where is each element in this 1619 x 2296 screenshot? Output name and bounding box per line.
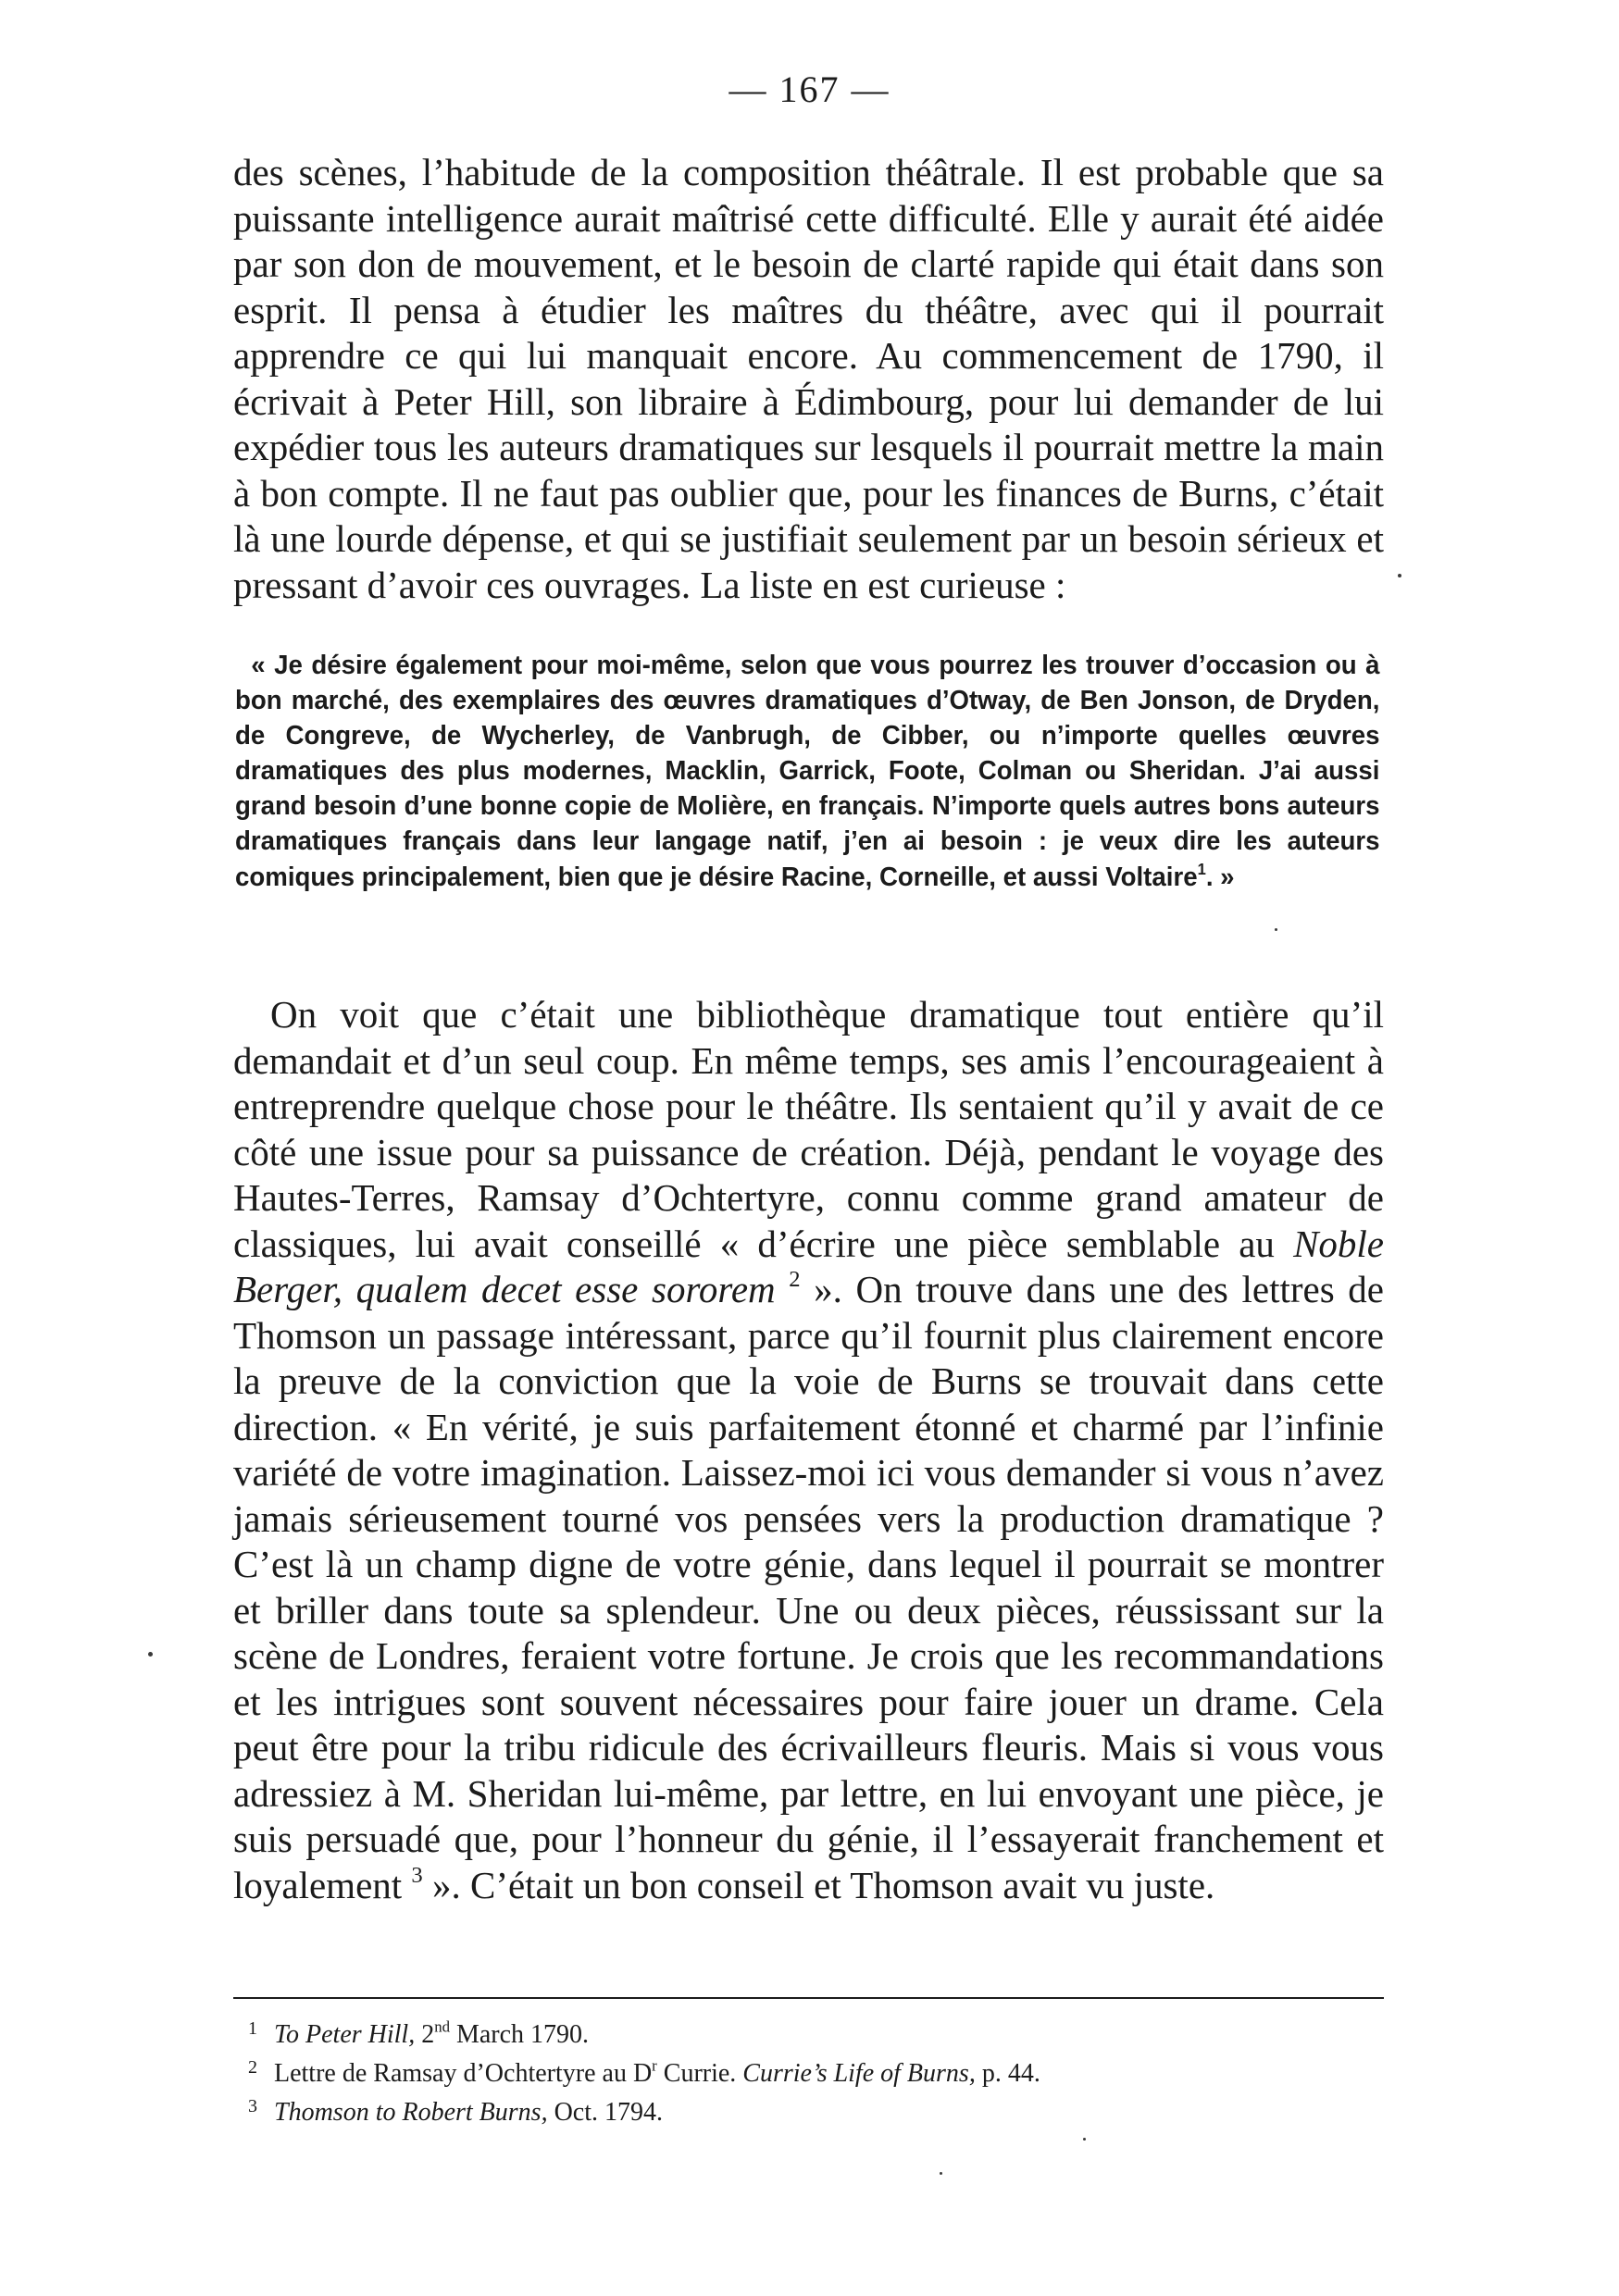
block-quote xyxy=(235,648,1379,895)
footnote-text: Currie. xyxy=(656,2059,743,2088)
quote-text xyxy=(235,648,1379,895)
quote-body: « Je désire également pour moi-même, selon que vous pourrez les trouver d’occasion ou à bon marché, des exemplaires des œuvres dramatiques d’Otway, de Ben Jonson, de Dryden, de Congreve, de Wycherley, de Vanbrugh, de Cibber, ou n’importe quelles œuvres dramatiques des plus modernes, Macklin, Garrick, Foote, Colman ou Sheridan. J’ai aussi grand besoin d’une bonne copie de Molière, en français. N’importe quels autres bons auteurs dramatiques français dans leur langage natif, j’en ai besoin : je veux dire les auteurs comiques principalement, bien que je désire Racine, Corneille, et aussi Voltaire xyxy=(235,651,1380,892)
scan-speck xyxy=(1398,574,1401,577)
footnote-superscript: r xyxy=(652,2056,657,2075)
scan-speck xyxy=(1275,928,1277,931)
body-paragraph-2 xyxy=(233,992,1384,1908)
footnote-text: Oct. 1794. xyxy=(547,2098,664,2127)
footnote-text: p. 44. xyxy=(975,2059,1040,2088)
footnote-ref: 2 xyxy=(789,1266,801,1292)
paragraph-segment: ». On trouve dans une des lettres de Thomson un passage intéressant, parce qu’il fournit plus clairement encore la preuve de la conviction que la voie de Burns se trouvait dans cette direction. « En vérité, je suis parfaitement étonné et charmé par l’infinie variété de votre imagination. Laissez-moi ici vous demander si vous n’avez jamais sérieusement tourné vos pensées vers la production dramatique ? C’est là un champ digne de votre génie, dans lequel il pourrait se montrer et briller dans toute sa splendeur. Une ou deux pièces, réussissant sur la scène de Londres, feraient votre fortune. Je crois que les recommandations et les intrigues sont souvent nécessaires pour faire jouer un drame. Cela peut être pour la tribu ridicule des écrivailleurs fleuris. Mais si vous vous adressiez à M. Sheridan lui-même, par lettre, en lui envoyant une pièce, je suis persuadé que, pour l’honneur du génie, il l’essayerait franchement et loyalement xyxy=(233,1268,1385,1906)
paragraph-segment: On voit que c’était une bibliothèque dramatique tout entière qu’il demandait et d’un seul coup. En même temps, ses amis l’encourageaient à entreprendre quelque chose pour le théâtre. Ils sentaient qu’il y avait de ce côté une issue pour sa puissance de création. Déjà, pendant le voyage des Hautes-Terres, Ramsay d’Ochtertyre, connu comme grand amateur de classiques, lui avait conseillé « d’écrire une pièce semblable au xyxy=(233,993,1384,1265)
latin-quotation: Noble Berger, qualem decet esse sororem xyxy=(233,1222,1384,1310)
footnote-italic: To Peter Hill, xyxy=(274,2020,416,2049)
scan-speck xyxy=(940,2172,942,2175)
paragraph-text: des scènes, l’habitude de la composition théâtrale. Il est probable que sa puissante intelligence aurait maîtrisé cette difficulté. Elle y aurait été aidée par son don de mouvement, et le besoin de clarté rapide qui était dans son esprit. Il pensa à étudier les maîtres du théâtre, avec qui il pourrait apprendre ce qui lui manquait encore. Au commencement de 1790, il écrivait à Peter Hill, son libraire à Édimbourg, pour lui demander de lui expédier tous les auteurs dramatiques sur lesquels il pourrait mettre la main à bon compte. Il ne faut pas oublier que, pour les finances de Burns, c’était là une lourde dépense, et qui se justifiait seulement par un besoin sérieux et pressant d’avoir ces ouvrages. La liste en est curieuse : xyxy=(233,151,1384,606)
footnote-divider xyxy=(233,1997,1384,1999)
footnote-text: Lettre de Ramsay d’Ochtertyre au D xyxy=(274,2059,653,2088)
paragraph-text xyxy=(233,992,1384,1908)
paragraph-segment: ». C’était un bon conseil et Thomson avait vu juste. xyxy=(422,1863,1215,1906)
quote-close: . » xyxy=(1205,862,1235,892)
page-number: — 167 — xyxy=(729,68,890,110)
footnote-text: 2 xyxy=(415,2020,435,2049)
footnote-superscript: nd xyxy=(434,2017,450,2036)
footnote-1: 1 To Peter Hill, 2nd March 1790. xyxy=(248,2017,590,2049)
footnotes xyxy=(248,2016,1377,2132)
scan-speck xyxy=(1083,2138,1086,2141)
footnote-3: 3 Thomson to Robert Burns, Oct. 1794. xyxy=(248,2096,664,2127)
footnote-italic: Thomson to Robert Burns, xyxy=(274,2098,548,2127)
scan-speck xyxy=(148,1652,153,1657)
footnote-text: March 1790. xyxy=(449,2020,590,2049)
footnote-2: 2 Lettre de Ramsay d’Ochtertyre au $D^r$ Currie. Currie’s Life of Burns, p. 44. xyxy=(248,2056,1040,2088)
footnote-italic: Currie’s Life of Burns, xyxy=(742,2059,976,2088)
footnote-ref: 1 xyxy=(1197,859,1206,878)
body-paragraph-1 xyxy=(233,150,1384,608)
footnote-ref: 3 xyxy=(411,1862,423,1888)
